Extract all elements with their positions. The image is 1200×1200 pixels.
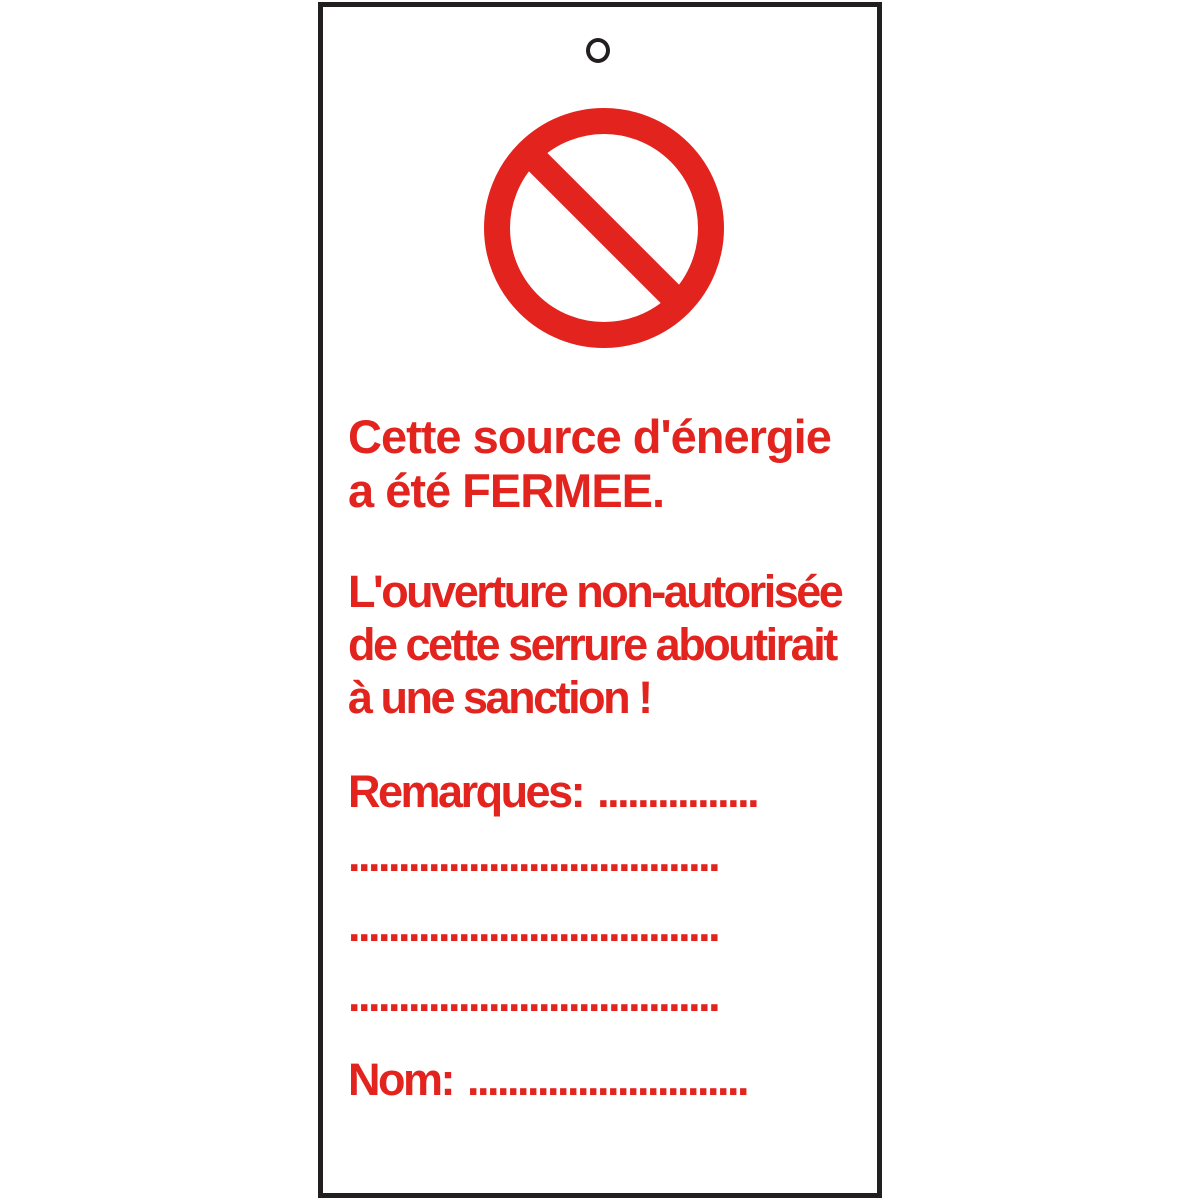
- fill-in-line: .....................................: [348, 970, 719, 1021]
- heading-line-1: Cette source d'énergie: [348, 410, 831, 463]
- warning-line-2: de cette serrure aboutirait: [348, 619, 836, 670]
- name-row: [348, 1053, 747, 1107]
- remarks-dotted-line: ................: [597, 766, 758, 817]
- warning-line-3: à une sanction !: [348, 672, 651, 723]
- warning-text: [348, 565, 841, 724]
- warning-line-1: L'ouverture non-autorisée: [348, 566, 842, 617]
- name-dotted-line: ............................: [466, 1054, 748, 1105]
- hang-hole-icon: [586, 38, 610, 63]
- prohibition-icon: [484, 108, 724, 348]
- heading-line-2: a été FERMEE.: [348, 464, 665, 517]
- heading-text: [348, 410, 831, 518]
- name-label: Nom:: [348, 1054, 453, 1105]
- remarks-row: [348, 765, 757, 819]
- safety-lockout-tag: [318, 2, 882, 1198]
- remarks-label: Remarques:: [348, 766, 584, 817]
- fill-in-line: .....................................: [348, 900, 719, 951]
- fill-in-line: .....................................: [348, 830, 719, 881]
